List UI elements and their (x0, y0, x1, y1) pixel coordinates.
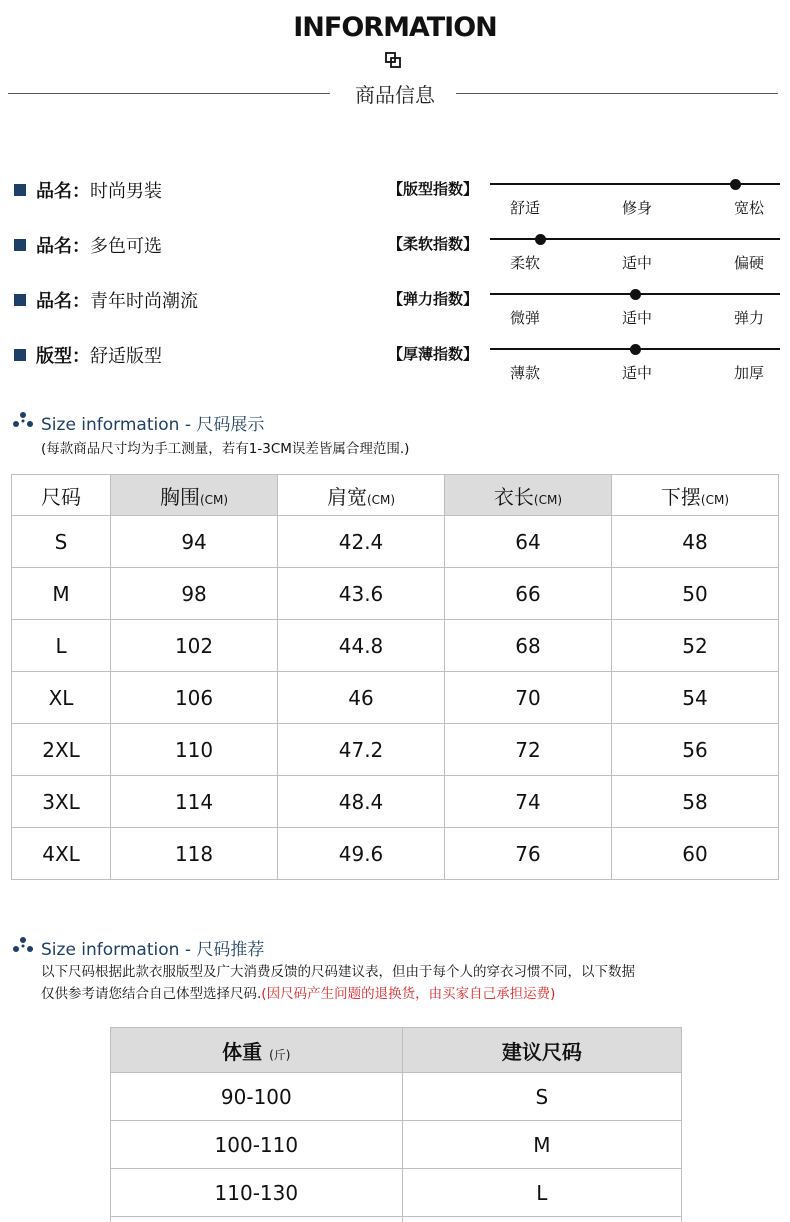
table-cell: 54 (611, 672, 778, 724)
index-option: 弹力 (734, 309, 765, 327)
table-cell: 102 (111, 620, 278, 672)
index-label: 【版型指数】 (388, 180, 479, 198)
table-cell: 66 (445, 568, 612, 620)
table-cell: 58 (611, 776, 778, 828)
recommendation-table (110, 1027, 682, 1222)
table-cell: 72 (445, 724, 612, 776)
table-row (12, 516, 779, 568)
note-line: 仅供参考请您结合自己体型选择尺码.(因尺码产生问题的退换货，由买家自己承担运费) (41, 986, 556, 1002)
index-option: 宽松 (734, 199, 765, 217)
table-row (12, 776, 779, 828)
table-cell: L (12, 620, 111, 672)
page-title: INFORMATION (293, 12, 497, 43)
ruler-cluster-icon (12, 411, 34, 429)
table-cell: 70 (445, 672, 612, 724)
table-cell: XL (12, 672, 111, 724)
table-cell: 2XL (12, 724, 111, 776)
table-cell: 48 (611, 516, 778, 568)
table-cell: 60 (611, 828, 778, 880)
table-row (111, 1169, 682, 1217)
index-level-dot (630, 344, 641, 355)
index-level-dot (535, 234, 546, 245)
info-row-name (14, 178, 162, 202)
index-label: 【柔软指数】 (388, 235, 479, 253)
index-option: 适中 (622, 364, 653, 382)
table-cell: 48.4 (278, 776, 445, 828)
table-cell: 46 (278, 672, 445, 724)
info-label: 品名： (36, 291, 90, 312)
index-option: 偏硬 (734, 254, 765, 272)
table-cell: 50 (611, 568, 778, 620)
info-value: 时尚男装 (90, 181, 162, 202)
table-row (12, 672, 779, 724)
table-cell: 76 (445, 828, 612, 880)
table-cell: 98 (111, 568, 278, 620)
index-option: 适中 (622, 254, 653, 272)
info-row-color (14, 233, 162, 257)
table-cell: M (12, 568, 111, 620)
table-cell: M (402, 1121, 681, 1169)
column-header: 尺码 (12, 475, 111, 516)
table-header-row (12, 475, 779, 516)
table-cell: 52 (611, 620, 778, 672)
table-cell: 49.6 (278, 828, 445, 880)
square-bullet-icon (14, 349, 26, 361)
table-cell: S (12, 516, 111, 568)
index-level-dot (730, 179, 741, 190)
table-cell: 110 (111, 724, 278, 776)
table-cell: 64 (445, 516, 612, 568)
table-cell: 118 (111, 828, 278, 880)
note-line: 以下尺码根据此款衣服版型及广大消费反馈的尺码建议表，但由于每个人的穿衣习惯不同，以下数据 (41, 964, 635, 980)
square-bullet-icon (14, 184, 26, 196)
size-section-note: (每款商品尺寸均为手工测量，若有1-3CM误差皆属合理范围.) (41, 441, 410, 457)
table-row (111, 1073, 682, 1121)
rec-section-title: Size information - 尺码推荐 (41, 940, 265, 960)
index-label: 【厚薄指数】 (388, 345, 479, 363)
table-row (12, 828, 779, 880)
page-subtitle: 商品信息 (355, 83, 435, 107)
ruler-cluster-icon (12, 936, 34, 954)
info-label: 品名： (36, 181, 90, 202)
table-cell: 94 (111, 516, 278, 568)
table-cell: 42.4 (278, 516, 445, 568)
rec-section-note (41, 961, 761, 1005)
info-label: 品名： (36, 236, 90, 257)
size-table (11, 474, 779, 880)
index-option: 修身 (622, 199, 653, 217)
table-cell: 56 (611, 724, 778, 776)
table-cell: 47.2 (278, 724, 445, 776)
index-option: 薄款 (510, 364, 541, 382)
table-cell (111, 1217, 403, 1222)
info-value: 舒适版型 (90, 346, 162, 367)
index-option: 微弹 (510, 309, 541, 327)
table-cell: 3XL (12, 776, 111, 828)
table-header-row (111, 1028, 682, 1073)
index-option: 加厚 (734, 364, 765, 382)
size-section-title: Size information - 尺码展示 (41, 415, 265, 435)
column-header: 肩宽(CM) (278, 475, 445, 516)
table-cell (402, 1217, 681, 1222)
square-bullet-icon (14, 294, 26, 306)
index-option: 舒适 (510, 199, 541, 217)
table-cell: 114 (111, 776, 278, 828)
table-row (12, 568, 779, 620)
table-cell: L (402, 1169, 681, 1217)
info-row-style (14, 288, 198, 312)
table-row (12, 724, 779, 776)
overlap-squares-icon (385, 52, 401, 68)
info-label: 版型： (36, 346, 90, 367)
index-label: 【弹力指数】 (388, 290, 479, 308)
column-header: 胸围(CM) (111, 475, 278, 516)
table-cell: 90-100 (111, 1073, 403, 1121)
index-scale-line (490, 238, 780, 240)
info-value: 青年时尚潮流 (90, 291, 198, 312)
info-value: 多色可选 (90, 236, 162, 257)
column-header: 建议尺码 (402, 1028, 681, 1073)
shipping-warning: (因尺码产生问题的退换货，由买家自己承担运费) (261, 986, 556, 1002)
table-cell: 100-110 (111, 1121, 403, 1169)
column-header: 下摆(CM) (611, 475, 778, 516)
index-level-dot (630, 289, 641, 300)
table-cell: 110-130 (111, 1169, 403, 1217)
table-cell: 106 (111, 672, 278, 724)
table-cell: 43.6 (278, 568, 445, 620)
column-header: 衣长(CM) (445, 475, 612, 516)
column-header: 体重 (斤) (111, 1028, 403, 1073)
table-cell: 44.8 (278, 620, 445, 672)
table-cell: 4XL (12, 828, 111, 880)
table-cell: 68 (445, 620, 612, 672)
index-option: 柔软 (510, 254, 541, 272)
table-row (12, 620, 779, 672)
square-bullet-icon (14, 239, 26, 251)
table-cell: 74 (445, 776, 612, 828)
table-row (111, 1121, 682, 1169)
info-row-fit (14, 343, 162, 367)
table-cell: S (402, 1073, 681, 1121)
index-option: 适中 (622, 309, 653, 327)
table-row (111, 1217, 682, 1222)
